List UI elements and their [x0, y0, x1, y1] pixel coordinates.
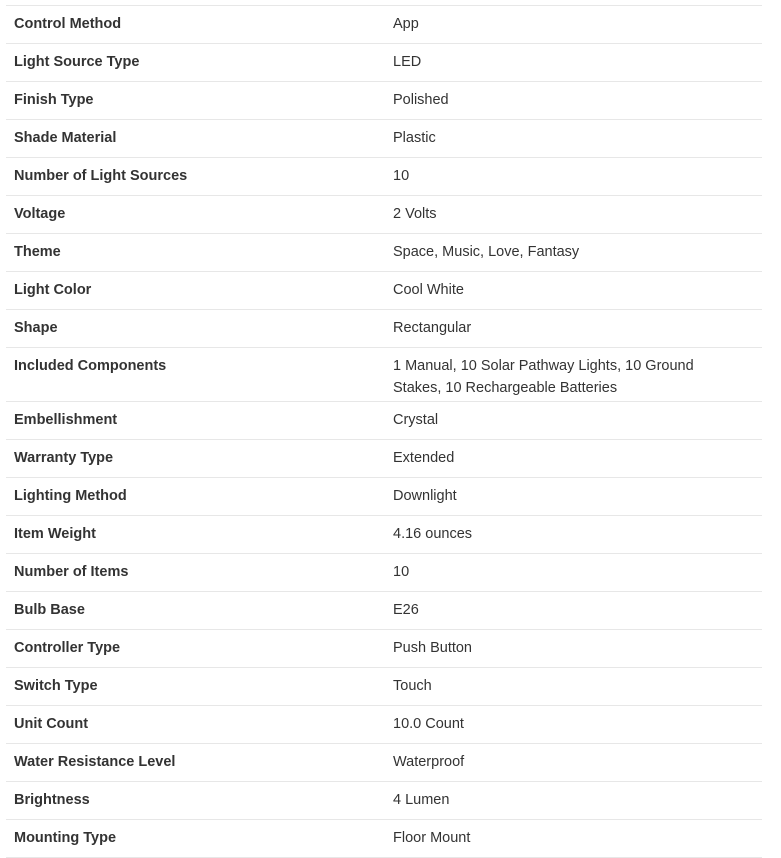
spec-value: E26 [393, 602, 419, 618]
spec-label: Shade Material [14, 130, 117, 146]
spec-value: 4 Lumen [393, 792, 450, 808]
spec-label: Number of Items [14, 564, 129, 580]
spec-value: 2 Volts [393, 206, 437, 222]
spec-row-controller-type [6, 630, 762, 668]
spec-value: Downlight [393, 488, 457, 504]
spec-row-switch-type [6, 668, 762, 706]
spec-label: Number of Light Sources [14, 168, 188, 184]
spec-label: Bulb Base [14, 602, 85, 618]
spec-row-shape [6, 310, 762, 348]
spec-value: Plastic [393, 130, 436, 146]
spec-label: Water Resistance Level [14, 754, 176, 770]
spec-row-number-of-items [6, 554, 762, 592]
spec-value: Floor Mount [393, 830, 471, 846]
spec-label: Voltage [14, 206, 66, 222]
spec-label: Mounting Type [14, 830, 117, 846]
spec-row-bulb-base [6, 592, 762, 630]
spec-row-number-of-light-sources [6, 158, 762, 196]
spec-row-voltage [6, 196, 762, 234]
spec-row-warranty-type [6, 440, 762, 478]
spec-row-mounting-type [6, 820, 762, 858]
spec-row-theme [6, 234, 762, 272]
spec-row-included-components [6, 348, 762, 402]
spec-row-item-weight [6, 516, 762, 554]
spec-label: Theme [14, 244, 61, 260]
spec-value: Cool White [393, 282, 464, 298]
spec-label: Shape [14, 320, 58, 336]
spec-value: Rectangular [393, 320, 472, 336]
spec-row-embellishment [6, 402, 762, 440]
spec-row-water-resistance-level [6, 744, 762, 782]
spec-value: Push Button [393, 640, 472, 656]
spec-label: Unit Count [14, 716, 89, 732]
spec-value: 10 [393, 564, 410, 580]
spec-label: Light Color [14, 282, 92, 298]
spec-row-brightness [6, 782, 762, 820]
spec-label: Control Method [14, 16, 122, 32]
spec-value: 10.0 Count [393, 716, 464, 732]
spec-row-control-method [6, 6, 762, 44]
spec-value: Touch [393, 678, 432, 694]
spec-label: Light Source Type [14, 54, 140, 70]
spec-value: Waterproof [393, 754, 465, 770]
spec-value: 4.16 ounces [393, 526, 473, 542]
spec-label: Brightness [14, 792, 90, 808]
spec-value: 1 Manual, 10 Solar Pathway Lights, 10 Ground Stakes, 10 Rechargeable Batteries [393, 358, 694, 396]
spec-row-finish-type [6, 82, 762, 120]
spec-value: 10 [393, 168, 410, 184]
spec-row-lighting-method [6, 478, 762, 516]
spec-row-shade-material [6, 120, 762, 158]
spec-row-light-color [6, 272, 762, 310]
spec-row-unit-count [6, 706, 762, 744]
spec-label: Controller Type [14, 640, 121, 656]
spec-label: Lighting Method [14, 488, 127, 504]
spec-label: Item Weight [14, 526, 96, 542]
spec-value: App [393, 16, 419, 32]
spec-value: LED [393, 54, 422, 70]
spec-value: Crystal [393, 412, 439, 428]
spec-value: Polished [393, 92, 449, 108]
spec-value: Space, Music, Love, Fantasy [393, 244, 580, 260]
spec-row-light-source-type [6, 44, 762, 82]
spec-label: Embellishment [14, 412, 118, 428]
spec-value: Extended [393, 450, 455, 466]
spec-label: Included Components [14, 358, 167, 374]
spec-label: Finish Type [14, 92, 94, 108]
spec-label: Warranty Type [14, 450, 114, 466]
spec-label: Switch Type [14, 678, 98, 694]
product-specs-table [6, 5, 762, 858]
